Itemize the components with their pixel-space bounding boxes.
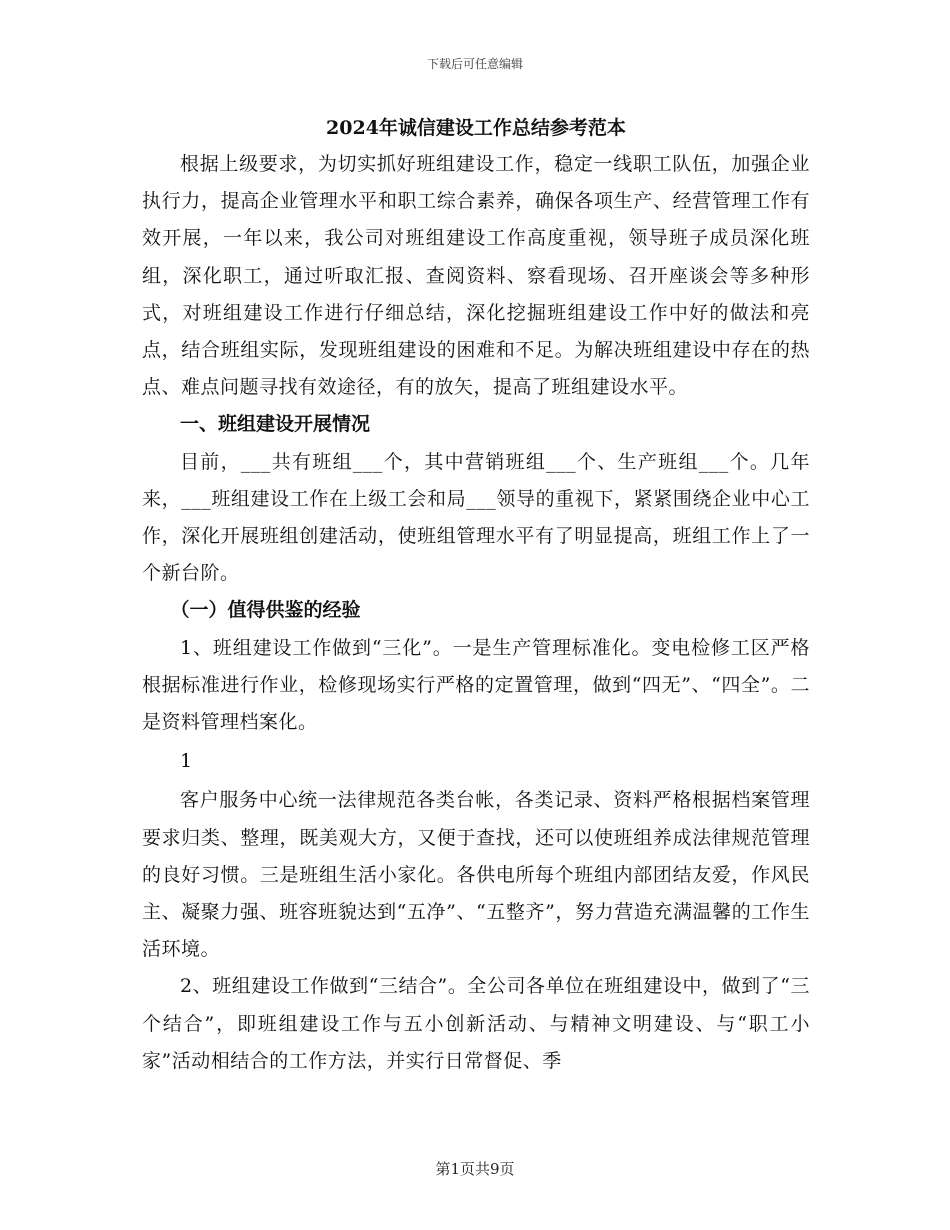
item-1-continued-paragraph: 客户服务中心统一法律规范各类台帐，各类记录、资料严格根据档案管理要求归类、整理，既美观大方，又便于查找，还可以使班组养成法律规范管理的良好习惯。三是班组生活小家化。各供电所每个班组内部团结友爱，作风民主、凝聚力强、班容班貌达到“五净”、“五整齐”，努力营造充满温馨的工作生活环境。 — [142, 789, 810, 961]
document-body — [142, 112, 810, 1080]
inline-page-number: 1 — [180, 750, 193, 773]
document-title: 2024年诚信建设工作总结参考范本 — [326, 117, 626, 139]
subsection-1-heading: （一）值得供鉴的经验 — [170, 599, 361, 622]
item-1-paragraph: 1、班组建设工作做到“三化”。一是生产管理标准化。变电检修工区严格根据标准进行作业，检修现场实行严格的定置管理，做到“四无”、“四全”。二是资料管理档案化。 — [142, 636, 810, 734]
item-2-paragraph: 2、班组建设工作做到“三结合”。全公司各单位在班组建设中，做到了“三个结合”，即班组建设工作与五小创新活动、与精神文明建设、与“职工小家”活动相结合的工作方法，并实行日常督促、季 — [142, 975, 810, 1072]
section-1-paragraph: 目前，___共有班组___个，其中营销班组___个、生产班组___个。几年来，___班组建设工作在上级工会和局___领导的重视下，紧紧围绕企业中心工作，深化开展班组创建活动，使班组管理水平有了明显提高，班组工作上了一个新台阶。 — [142, 450, 810, 585]
page-footer: 第1页共9页 — [435, 1160, 515, 1178]
intro-paragraph: 根据上级要求，为切实抓好班组建设工作，稳定一线职工队伍，加强企业执行力，提高企业管理水平和职工综合素养，确保各项生产、经营管理工作有效开展，一年以来，我公司对班组建设工作高度重视，领导班子成员深化班组，深化职工，通过听取汇报、查阅资料、察看现场、召开座谈会等多种形式，对班组建设工作进行仔细总结，深化挖掘班组建设工作中好的做法和亮点，结合班组实际，发现班组建设的困难和不足。为解决班组建设中存在的热点、难点问题寻找有效途径，有的放矢，提高了班组建设水平。 — [142, 153, 810, 399]
section-1-heading: 一、班组建设开展情况 — [180, 413, 371, 436]
header-note: 下载后可任意编辑 — [426, 57, 523, 71]
